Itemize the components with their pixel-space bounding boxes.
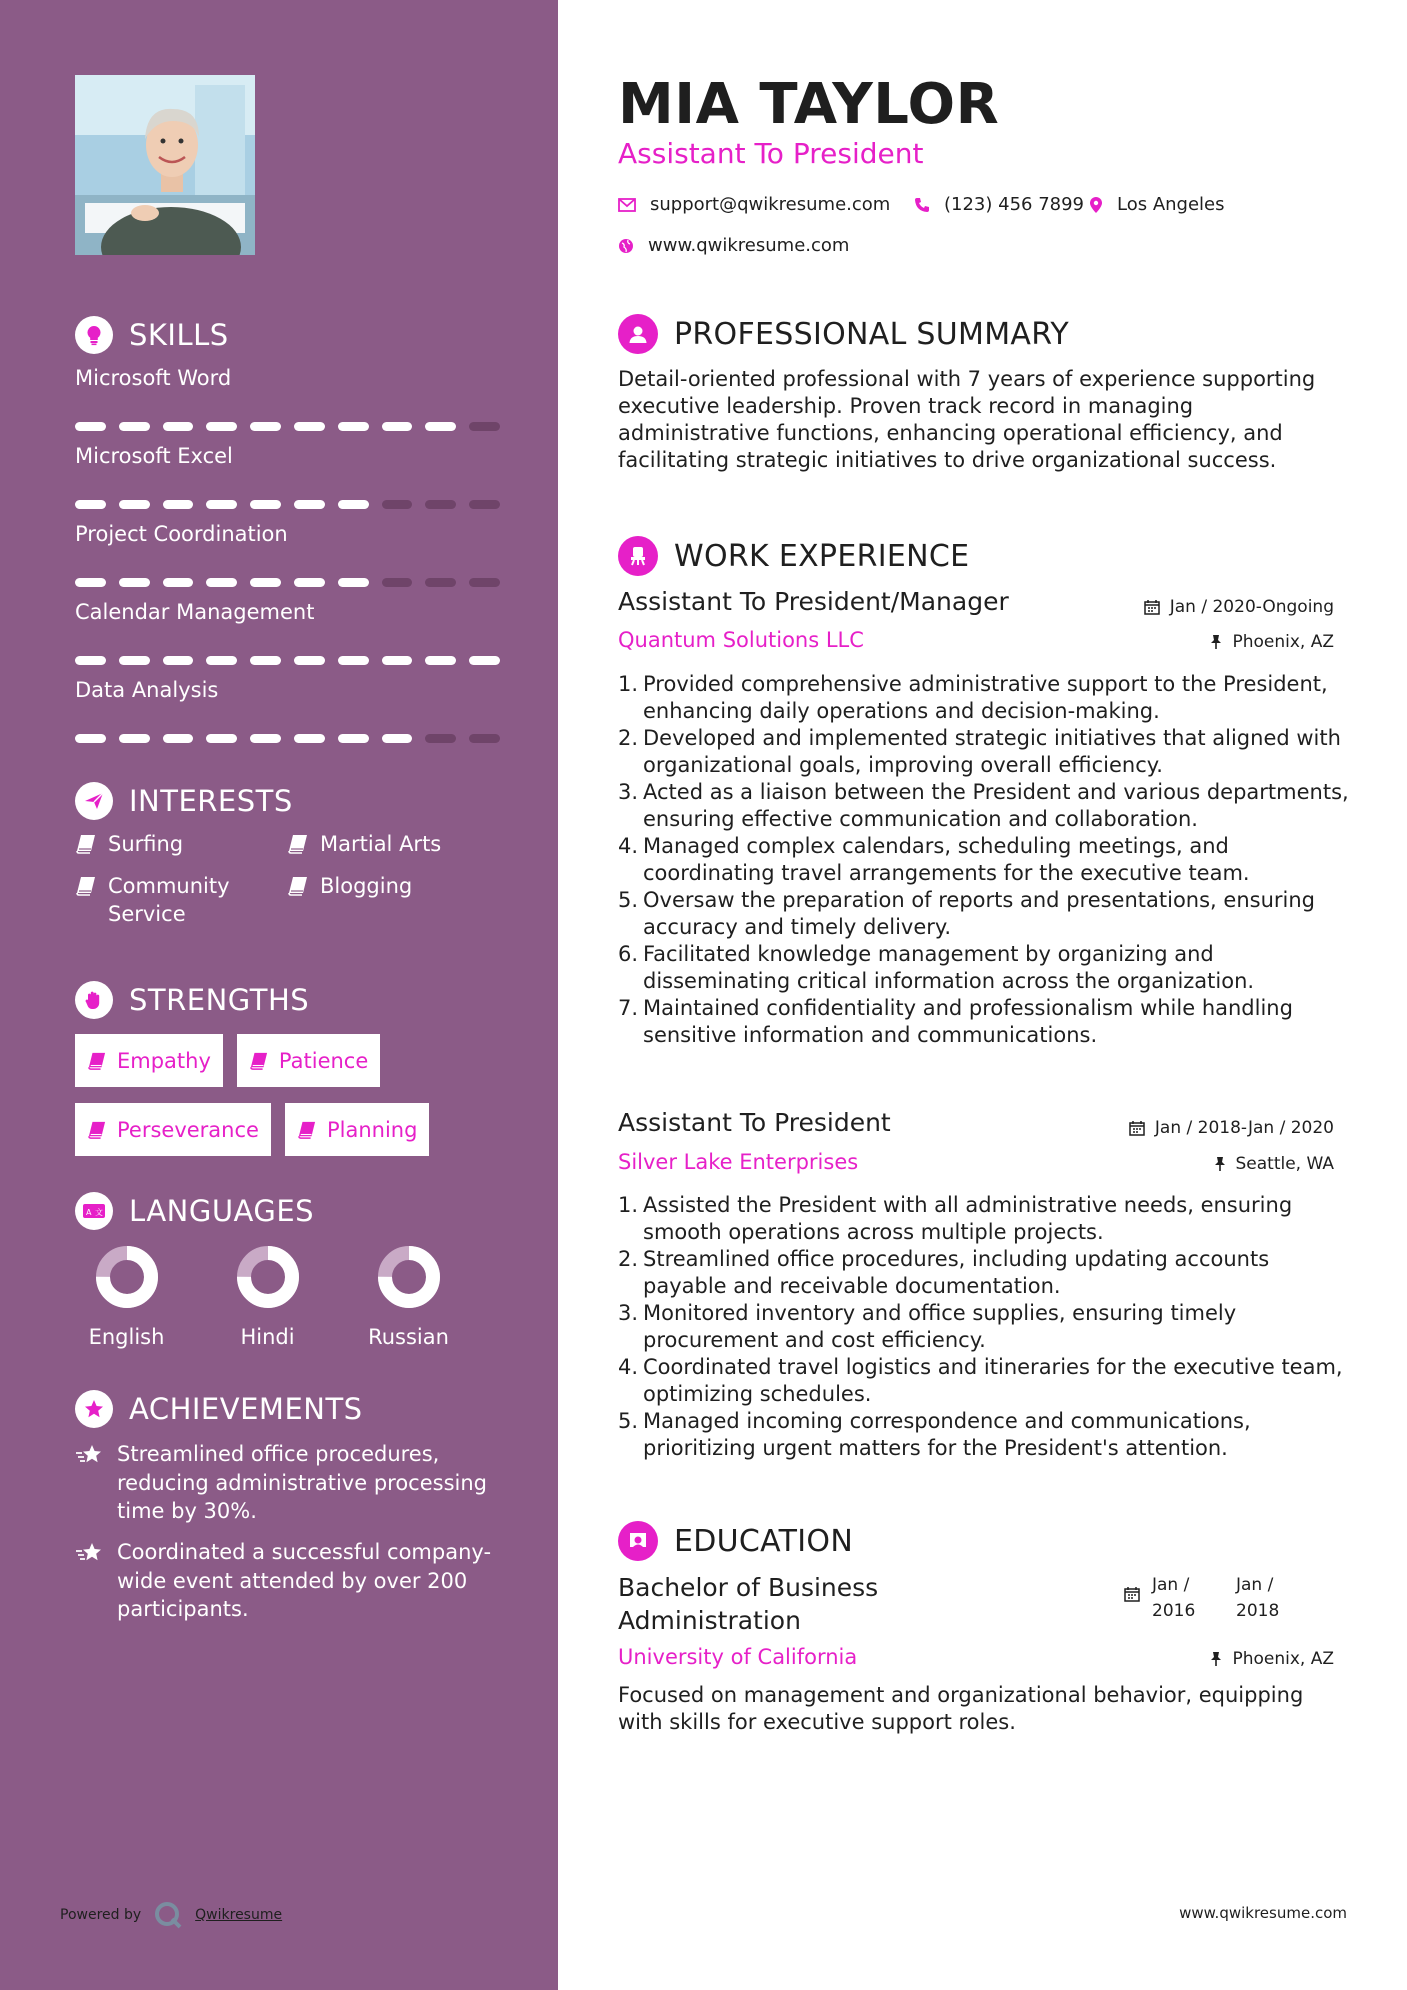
strength-label: Patience: [278, 1048, 369, 1073]
lightbulb-icon: [75, 316, 113, 354]
duty-text: Coordinated travel logistics and itineraries for the executive team, optimizing schedules.: [643, 1355, 1343, 1406]
duty-item: [618, 941, 1358, 995]
translate-icon: [75, 1192, 113, 1230]
duty-text: Monitored inventory and office supplies, ensuring timely procurement and cost efficiency.: [643, 1301, 1237, 1352]
degree-title: Bachelor of Business Administration: [618, 1573, 879, 1635]
job-dates-text: Jan / 2020-Ongoing: [1169, 597, 1334, 617]
book-icon: [287, 876, 309, 896]
skill-segment: [119, 734, 150, 743]
strength-label: Perseverance: [117, 1117, 259, 1142]
strength-tag: [75, 1103, 271, 1156]
job-dates-text: Jan / 2018-Jan / 2020: [1154, 1118, 1334, 1138]
skill-segment: [469, 422, 500, 431]
pushpin-icon: [1210, 634, 1222, 650]
duty-number: 3.: [618, 1301, 639, 1325]
skill-segment: [382, 734, 413, 743]
language-item: [75, 1245, 178, 1349]
strengths-heading: [75, 981, 309, 1019]
chair-icon: [618, 536, 658, 576]
duty-number: 2.: [618, 1247, 639, 1271]
skill-segment: [119, 578, 150, 587]
location-contact: [1089, 194, 1225, 215]
education-dates: [1124, 1572, 1308, 1624]
education-start: Jan / 2016: [1152, 1575, 1196, 1621]
duty-text: Provided comprehensive administrative support to the President, enhancing daily operations and decision-making.: [643, 672, 1328, 723]
skill-segment: [425, 734, 456, 743]
book-icon: [287, 834, 309, 854]
duty-item: [618, 1354, 1358, 1408]
language-name: English: [88, 1325, 165, 1349]
email-contact: [618, 194, 890, 215]
skills-heading: [75, 316, 229, 354]
language-item: [357, 1245, 460, 1349]
summary-heading: [618, 314, 1069, 354]
duty-item: [618, 671, 1358, 725]
education-heading: [618, 1521, 853, 1561]
skill-segment: [75, 578, 106, 587]
calendar-icon: [1144, 599, 1160, 615]
skill-segment: [425, 656, 456, 665]
skill-segment: [163, 578, 194, 587]
duty-item: [618, 1192, 1358, 1246]
duty-text: Maintained confidentiality and professionalism while handling sensitive information and communications.: [643, 996, 1293, 1047]
interest-item: [287, 830, 487, 858]
skill-segment: [338, 656, 369, 665]
interests-title: INTERESTS: [129, 784, 293, 818]
skill-segment: [338, 422, 369, 431]
skill-segment: [75, 734, 106, 743]
powered-by: [60, 1900, 282, 1930]
skill-item: [75, 600, 500, 665]
job-duties: [618, 671, 1358, 1049]
duty-text: Oversaw the preparation of reports and presentations, ensuring accuracy and timely delivery.: [643, 888, 1315, 939]
skill-segment: [75, 500, 106, 509]
skill-label: Data Analysis: [75, 678, 219, 702]
skill-segment: [163, 422, 194, 431]
skill-segment: [294, 734, 325, 743]
duty-number: 6.: [618, 942, 639, 966]
duty-text: Developed and implemented strategic initiatives that aligned with organizational goals, improving overall efficiency.: [643, 726, 1341, 777]
duty-number: 2.: [618, 726, 639, 750]
strength-label: Empathy: [117, 1048, 211, 1073]
skill-segment: [163, 500, 194, 509]
company-name: Silver Lake Enterprises: [618, 1150, 859, 1174]
duty-item: [618, 833, 1358, 887]
skill-segment: [382, 422, 413, 431]
star-icon: [75, 1541, 105, 1565]
book-icon: [75, 876, 97, 896]
duty-item: [618, 1408, 1358, 1462]
profile-photo: [75, 75, 255, 255]
skill-segment: [163, 656, 194, 665]
star-icon: [75, 1443, 105, 1467]
skill-item: [75, 444, 500, 509]
main-content: [558, 0, 1407, 1990]
pushpin-icon: [1214, 1156, 1226, 1172]
skill-segment: [206, 578, 237, 587]
achievement-text: Coordinated a successful company-wide event attended by over 200 participants.: [117, 1540, 492, 1621]
job-dates: [1144, 597, 1334, 617]
skill-segment: [425, 500, 456, 509]
calendar-icon: [1124, 1586, 1140, 1602]
skill-label: Calendar Management: [75, 600, 315, 624]
skill-level-bar: [75, 422, 500, 431]
skill-segment: [382, 578, 413, 587]
skill-segment: [338, 578, 369, 587]
envelope-icon: [618, 198, 636, 212]
powered-by-label: Powered by: [60, 1907, 142, 1923]
strengths-title: STRENGTHS: [129, 983, 310, 1017]
duty-item: [618, 779, 1358, 833]
duty-text: Assisted the President with all administrative needs, ensuring smooth operations across multiple projects.: [643, 1193, 1293, 1244]
skill-segment: [469, 656, 500, 665]
strength-tag: [285, 1103, 429, 1156]
duty-item: [618, 1300, 1358, 1354]
duty-number: 4.: [618, 834, 639, 858]
achievements-title: ACHIEVEMENTS: [129, 1392, 363, 1426]
skill-segment: [294, 578, 325, 587]
duty-number: 4.: [618, 1355, 639, 1379]
skill-segment: [119, 656, 150, 665]
interest-label: Surfing: [108, 832, 184, 856]
skill-segment: [250, 422, 281, 431]
location-text: Los Angeles: [1117, 194, 1225, 215]
skill-item: [75, 366, 500, 431]
interests-list: [75, 830, 495, 928]
map-pin-icon: [1089, 196, 1103, 214]
strength-label: Planning: [326, 1117, 418, 1142]
languages-title: LANGUAGES: [129, 1194, 315, 1228]
language-name: Hindi: [240, 1325, 295, 1349]
education-description: Focused on management and organizational behavior, equipping with skills for executive support roles.: [618, 1683, 1304, 1734]
book-icon: [87, 1052, 107, 1070]
company-name: Quantum Solutions LLC: [618, 628, 864, 652]
job-location: [1210, 632, 1334, 652]
education-location: [1210, 1649, 1334, 1669]
skill-segment: [294, 656, 325, 665]
skill-label: Project Coordination: [75, 522, 288, 546]
duty-text: Acted as a liaison between the President and various departments, ensuring effective communication and collaboration.: [643, 780, 1349, 831]
interest-item: [75, 872, 287, 928]
skill-segment: [338, 734, 369, 743]
languages-heading: [75, 1192, 314, 1230]
duty-item: [618, 1246, 1358, 1300]
education-location-text: Phoenix, AZ: [1232, 1649, 1334, 1669]
phone-icon: [914, 197, 930, 213]
phone-text: (123) 456 7899: [944, 194, 1085, 215]
skill-segment: [206, 422, 237, 431]
skill-segment: [425, 578, 456, 587]
duty-number: 1.: [618, 672, 639, 696]
duty-text: Managed incoming correspondence and communications, prioritizing urgent matters for the President's attention.: [643, 1409, 1251, 1460]
graduation-icon: [618, 1521, 658, 1561]
calendar-icon: [1129, 1120, 1145, 1136]
qwikresume-link[interactable]: Qwikresume: [195, 1907, 283, 1923]
skill-level-bar: [75, 734, 500, 743]
svg-text:文: 文: [95, 1208, 104, 1217]
duty-item: [618, 995, 1358, 1049]
candidate-name: MIA TAYLOR: [618, 72, 1000, 137]
strengths-list: [75, 1034, 495, 1156]
duty-number: 7.: [618, 996, 639, 1020]
duty-number: 3.: [618, 780, 639, 804]
skill-segment: [250, 656, 281, 665]
skill-segment: [338, 500, 369, 509]
skill-segment: [206, 734, 237, 743]
paper-plane-icon: [75, 782, 113, 820]
skill-item: [75, 522, 500, 587]
skill-level-bar: [75, 500, 500, 509]
interest-label: Martial Arts: [320, 832, 442, 856]
strength-tag: [75, 1034, 223, 1087]
school-name: University of California: [618, 1645, 858, 1669]
duty-text: Streamlined office procedures, including updating accounts payable and receivable documentation.: [643, 1247, 1270, 1298]
footer-url[interactable]: www.qwikresume.com: [1179, 1904, 1347, 1922]
website-contact: [618, 235, 849, 256]
achievement-item: [75, 1440, 495, 1526]
education-title: EDUCATION: [674, 1523, 854, 1559]
skill-segment: [75, 422, 106, 431]
skill-label: Microsoft Word: [75, 366, 232, 390]
skill-segment: [119, 422, 150, 431]
job-location: [1214, 1154, 1335, 1174]
duty-number: 5.: [618, 888, 639, 912]
hand-icon: [75, 981, 113, 1019]
languages-list: [75, 1245, 460, 1349]
skill-level-bar: [75, 578, 500, 587]
achievement-text: Streamlined office procedures, reducing administrative processing time by 30%.: [117, 1442, 488, 1523]
book-icon: [297, 1121, 317, 1139]
interest-label: Community Service: [108, 874, 230, 926]
qwikresume-logo-icon: [153, 1900, 183, 1930]
skill-segment: [250, 734, 281, 743]
interests-heading: [75, 782, 293, 820]
education-end: Jan / 2018: [1236, 1575, 1280, 1621]
skill-segment: [294, 500, 325, 509]
skill-segment: [469, 734, 500, 743]
skill-label: Microsoft Excel: [75, 444, 233, 468]
duty-text: Facilitated knowledge management by organizing and disseminating critical information across the organization.: [643, 942, 1255, 993]
skills-title: SKILLS: [129, 318, 229, 352]
skill-item: [75, 678, 500, 743]
email-text[interactable]: support@qwikresume.com: [650, 194, 891, 215]
book-icon: [75, 834, 97, 854]
job-title: Assistant To President/Manager: [618, 587, 1009, 616]
job-duties: [618, 1192, 1358, 1462]
skill-segment: [206, 656, 237, 665]
skill-segment: [163, 734, 194, 743]
duty-item: [618, 887, 1358, 941]
summary-title: PROFESSIONAL SUMMARY: [674, 316, 1070, 352]
experience-title: WORK EXPERIENCE: [674, 538, 970, 574]
pushpin-icon: [1210, 1651, 1222, 1667]
website-text[interactable]: www.qwikresume.com: [648, 235, 850, 256]
phone-contact: [914, 194, 1084, 215]
book-icon: [249, 1052, 269, 1070]
duty-number: 1.: [618, 1193, 639, 1217]
skill-segment: [75, 656, 106, 665]
sidebar: [0, 0, 558, 1990]
star-icon: [75, 1390, 113, 1428]
language-level-ring: [377, 1245, 441, 1309]
language-item: [216, 1245, 319, 1349]
achievements-heading: [75, 1390, 363, 1428]
interest-item: [287, 872, 487, 928]
language-level-ring: [95, 1245, 159, 1309]
skill-segment: [206, 500, 237, 509]
duty-number: 5.: [618, 1409, 639, 1433]
skill-segment: [250, 578, 281, 587]
book-icon: [87, 1121, 107, 1139]
duty-item: [618, 725, 1358, 779]
duty-text: Managed complex calendars, scheduling meetings, and coordinating travel arrangements for the executive team.: [643, 834, 1250, 885]
interest-item: [75, 830, 287, 858]
skill-segment: [250, 500, 281, 509]
job-location-text: Phoenix, AZ: [1232, 632, 1334, 652]
svg-text:A: A: [86, 1208, 92, 1217]
job-title: Assistant To President: [618, 1108, 891, 1137]
job-dates: [1129, 1118, 1334, 1138]
candidate-role: Assistant To President: [618, 137, 924, 170]
language-level-ring: [236, 1245, 300, 1309]
skill-segment: [382, 500, 413, 509]
job-location-text: Seattle, WA: [1235, 1154, 1334, 1174]
skill-segment: [469, 500, 500, 509]
user-icon: [618, 314, 658, 354]
skill-segment: [469, 578, 500, 587]
summary-text: Detail-oriented professional with 7 years of experience supporting executive leadership. Proven track record in managing administrative functions, enhancing operational efficiency, and facilitating strategic initiatives to drive organizational success.: [618, 367, 1316, 472]
skill-segment: [425, 422, 456, 431]
globe-icon: [618, 238, 634, 254]
skill-segment: [294, 422, 325, 431]
skill-segment: [119, 500, 150, 509]
language-name: Russian: [368, 1325, 449, 1349]
experience-heading: [618, 536, 969, 576]
skill-segment: [382, 656, 413, 665]
strength-tag: [237, 1034, 380, 1087]
achievement-item: [75, 1538, 495, 1624]
interest-label: Blogging: [320, 874, 413, 898]
skill-level-bar: [75, 656, 500, 665]
